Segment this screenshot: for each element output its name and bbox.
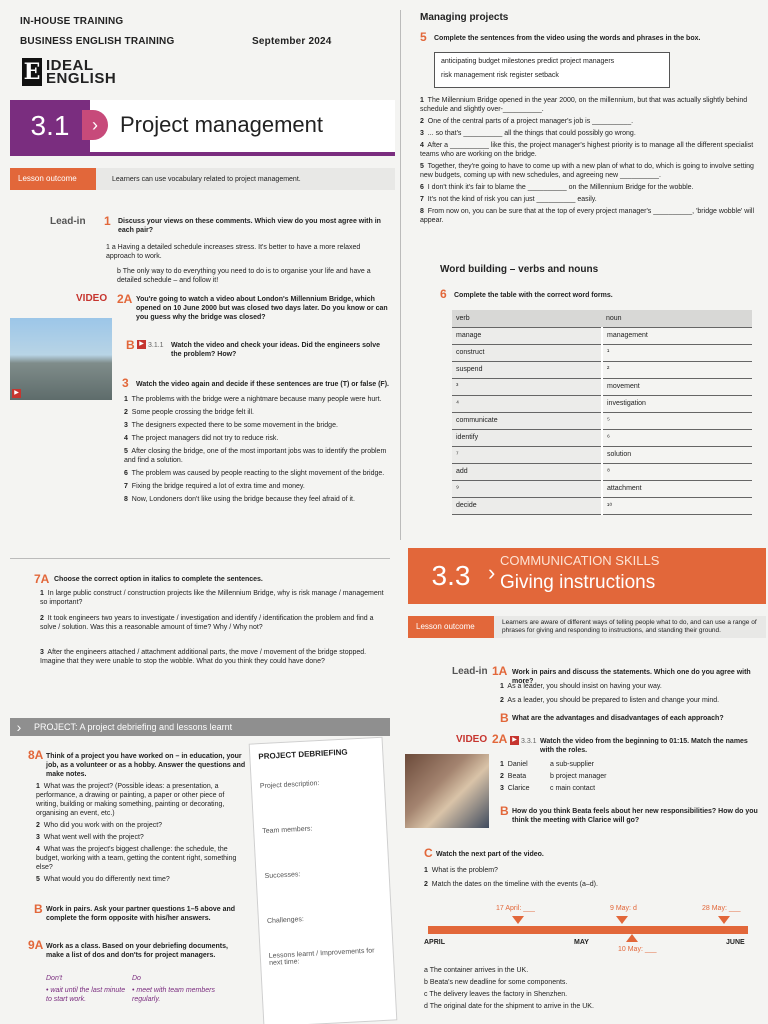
ex8a-list <box>36 782 246 887</box>
list-item: 3 ... so that's __________ all the things that could possibly go wrong. <box>420 130 636 137</box>
ex1a-instruction: Work in pairs and discuss the statements. Which one do you agree with more? <box>512 669 751 685</box>
ex2a-33-instruction: Watch the video from the beginning to 01:15. Match the names with the roles. <box>540 738 748 754</box>
ex8a-number: 8A <box>28 748 44 762</box>
table-row: identify ⁶ <box>452 429 752 446</box>
ex5-instruction: Complete the sentences from the video using the words and phrases in the box. <box>434 35 701 42</box>
timeline-bar <box>428 926 748 934</box>
ex1a-item-2: 2 As a leader, you should be prepared to listen and change your mind. <box>500 697 720 704</box>
ex2a-33-clip: 3.3.1 <box>521 738 537 745</box>
debriefing-form <box>249 737 398 1024</box>
ex3-instruction: Watch the video again and decide if these sentences are true (T) or false (F). <box>136 381 389 388</box>
logo-text <box>46 59 116 85</box>
chevron-right-icon: › <box>16 719 22 735</box>
table-row: construct ¹ <box>452 344 752 361</box>
ex1b-number: B <box>500 711 509 725</box>
unit31-outcome-text: Learners can use vocabulary related to project management. <box>112 176 301 183</box>
table-row: ⁹ attachment <box>452 480 752 497</box>
list-item: d The original date for the shipment to arrive in the UK. <box>424 1003 594 1010</box>
list-item: b Beata's new deadline for some components. <box>424 979 568 986</box>
managing-title: Managing projects <box>420 12 509 23</box>
exc-number: C <box>424 846 433 860</box>
timeline-may: MAY <box>574 939 589 946</box>
table-row: communicate ⁵ <box>452 412 752 429</box>
video-clip-icon[interactable]: ▶ <box>137 340 146 349</box>
word-building-title: Word building – verbs and nouns <box>440 264 599 275</box>
unit31-outcome-tag: Lesson outcome <box>10 168 96 190</box>
list-item: 3 What went well with the project? <box>36 834 144 841</box>
meeting-video-thumbnail[interactable] <box>405 754 489 828</box>
table-header-noun: noun <box>602 310 752 327</box>
timeline-marker <box>718 916 730 924</box>
list-item: 5 What would you do differently next time? <box>36 876 170 883</box>
unit33-video-label: VIDEO <box>456 734 488 745</box>
list-item: 1 What was the project? (Possible ideas: a presentation, a performance, a drawing or painting, a paper or other piece of writing, building or making something, painting or decorating, organising an event, etc.) <box>36 783 225 817</box>
ex1a-number: 1A <box>492 664 508 678</box>
form-field-challenges[interactable]: Challenges: <box>266 916 305 925</box>
list-item: 1 The problems with the bridge were a nightmare because many people were hurt. <box>124 396 382 403</box>
ex1b-instruction: What are the advantages and disadvantages of each approach? <box>512 715 724 722</box>
list-item: 1 The Millennium Bridge opened in the year 2000, on the millennium, but that was actually slightly behind schedule and slightly over-__________. <box>420 97 748 113</box>
ex2b-33-instruction: How do you think Beata feels about her new responsibilities? How do you think the meeting with Clarice will go? <box>512 808 758 824</box>
debriefing-form-title: PROJECT DEBRIEFING <box>258 747 348 762</box>
table-row: manage management <box>452 327 752 344</box>
header-line2: BUSINESS ENGLISH TRAINING <box>20 36 175 47</box>
form-field-team[interactable]: Team members: <box>262 825 313 836</box>
list-item: 8 Now, Londoners don't like using the bridge because they feel afraid of it. <box>124 496 355 503</box>
unit31-banner-line <box>10 152 395 156</box>
roles-list <box>550 760 606 793</box>
ex2a-number: 2A <box>117 292 133 306</box>
list-item: 6 The problem was caused by people reacting to the slight movement of the bridge. <box>124 470 385 477</box>
unit33-number: 3.3 <box>408 548 494 604</box>
logo-icon: E <box>23 59 41 85</box>
list-item: 4 After a __________ like this, the project manager's highest priority is to manage all the different specialist teams who are working on the bridge. <box>420 142 754 158</box>
ex6-instruction: Complete the table with the correct word forms. <box>454 292 613 299</box>
do-label: Do <box>132 975 141 982</box>
ex3-list <box>124 395 392 508</box>
table-row: ³ movement <box>452 378 752 395</box>
column-divider <box>400 10 401 540</box>
list-item: 7 Fixing the bridge required a lot of extra time and money. <box>124 483 305 490</box>
ex3-number: 3 <box>122 376 129 390</box>
ex8a-instruction: Think of a project you have worked on – in education, your job, as a volunteer or as a hobby. Answer the questions and make notes. <box>46 753 246 778</box>
table-row: ⁴ investigation <box>452 395 752 412</box>
list-item: b project manager <box>550 773 607 780</box>
table-row: decide ¹⁰ <box>452 497 752 514</box>
unit33-title: Giving instructions <box>500 572 656 593</box>
list-item: 3 The designers expected there to be some movement in the bridge. <box>124 422 338 429</box>
list-item: 5 After closing the bridge, one of the most important jobs was to identify the problem and find a solution. <box>124 448 387 464</box>
section-divider <box>10 558 390 559</box>
do-item: • meet with team members regularly. <box>132 987 215 1003</box>
timeline-june: JUNE <box>726 939 745 946</box>
ex1-instruction: Discuss your views on these comments. Which view do you most agree with in each pair? <box>118 218 381 234</box>
ex2b-clip: 3.1.1 <box>148 342 164 349</box>
list-item: c The delivery leaves the factory in Shenzhen. <box>424 991 568 998</box>
exc-item-2: 2 Match the dates on the timeline with the events (a–d). <box>424 881 598 888</box>
ex1a-item-1: 1 As a leader, you should insist on having your way. <box>500 683 662 690</box>
form-field-successes[interactable]: Successes: <box>264 871 301 881</box>
unit33-outcome-text: Learners are aware of different ways of telling people what to do, and can use a range of phrases for giving and responding to instructions, and standing their ground. <box>502 619 757 634</box>
ex1-item-a: 1 a Having a detailed schedule increases stress. It's better to have a more relaxed approach to work. <box>106 244 361 260</box>
names-list <box>500 760 530 793</box>
ex1-number: 1 <box>104 214 111 228</box>
ex7a-item-1: 1 In large public construct / construction projects like the Millennium Bridge, why is risk manage / management so important? <box>40 590 384 606</box>
timeline-marker <box>616 916 628 924</box>
exc-item-1: 1 What is the problem? <box>424 867 498 874</box>
timeline-marker <box>512 916 524 924</box>
ex7a-item-2: 2 It took engineers two years to investigate / investigation and identify / identification the problem and find a solve / solution. Was this a reasonable amount of time? Why / Why not? <box>40 615 374 631</box>
exc-instruction: Watch the next part of the video. <box>436 851 544 858</box>
ex2a-instruction: You're going to watch a video about London's Millennium Bridge, which opened on 10 June 2000 but was closed two days later. Do you know or can you guess why the bridge was closed? <box>136 296 388 321</box>
unit31-number: 3.1 <box>10 100 90 152</box>
list-item: 7 It's not the kind of risk you can just __________ easily. <box>420 196 597 203</box>
logo-line1: IDEAL <box>46 57 94 74</box>
list-item: 2 Beata <box>500 773 527 780</box>
video-clip-icon[interactable]: ▶ <box>510 736 519 745</box>
timeline-marker <box>626 934 638 942</box>
word-forms-table <box>452 310 752 515</box>
list-item: a sub-supplier <box>550 761 594 768</box>
unit33-subtitle: COMMUNICATION SKILLS <box>500 553 660 568</box>
list-item: 4 The project managers did not try to reduce risk. <box>124 435 279 442</box>
header-date: September 2024 <box>252 36 332 47</box>
list-item: 1 Daniel <box>500 761 528 768</box>
table-row: suspend ² <box>452 361 752 378</box>
form-field-lessons[interactable]: Lessons learnt / Improvements for next time: <box>268 947 375 967</box>
table-row: add ⁸ <box>452 463 752 480</box>
ex5-list <box>420 96 756 228</box>
bridge-video-thumbnail[interactable] <box>10 318 112 400</box>
list-item: a The container arrives in the UK. <box>424 967 529 974</box>
unit33-outcome-tag: Lesson outcome <box>408 616 494 638</box>
ex7a-item-3: 3 After the engineers attached / attachment additional parts, the move / movement of the bridge stopped. Imagine that they were unable to stop the wobble. What do you think they could have done? <box>40 649 367 665</box>
timeline-date-17-april: 17 April: ___ <box>496 905 535 912</box>
table-header-verb: verb <box>452 310 602 327</box>
timeline-date-9-may: 9 May: d <box>610 905 637 912</box>
ex9a-instruction: Work as a class. Based on your debriefing documents, make a list of dos and don'ts for project managers. <box>46 943 228 959</box>
ex2b-33-number: B <box>500 804 509 818</box>
list-item: 2 One of the central parts of a project manager's job is __________. <box>420 118 634 125</box>
header-line1: IN-HOUSE TRAINING <box>20 16 124 27</box>
list-item: 5 Together, they're going to have to come up with a new plan of what to do, which is going to involve setting new budgets, coming up with new schedules, and agreeing new __________. <box>420 163 754 179</box>
ex8b-number: B <box>34 902 43 916</box>
dont-label: Don't <box>46 975 63 982</box>
word-box <box>434 52 670 88</box>
list-item: 3 Clarice <box>500 785 530 792</box>
project-bar: PROJECT: A project debriefing and lessons learnt <box>10 718 390 736</box>
unit33-leadin-label: Lead-in <box>452 666 488 677</box>
unit31-video-label: VIDEO <box>76 293 108 304</box>
ex2b-instruction: Watch the video and check your ideas. Did the engineers solve the problem? How? <box>171 342 381 358</box>
list-item: 6 I don't think it's fair to blame the __________ on the Millennium Bridge for the wobble. <box>420 184 694 191</box>
table-row: ⁷ solution <box>452 446 752 463</box>
ex6-number: 6 <box>440 287 447 301</box>
play-icon[interactable]: ▶ <box>12 389 21 398</box>
logo-line2: ENGLISH <box>46 70 117 87</box>
ex5-number: 5 <box>420 30 427 44</box>
word-box-line2: risk management risk register setback <box>441 72 559 79</box>
ex2b-number: B <box>126 338 135 352</box>
unit31-title: Project management <box>120 112 323 137</box>
unit31-leadin-label: Lead-in <box>50 216 86 227</box>
list-item: 2 Who did you work with on the project? <box>36 822 163 829</box>
chevron-right-icon: › <box>82 110 108 140</box>
ex8b-instruction: Work in pairs. Ask your partner questions 1–5 above and complete the form opposite with his/her answers. <box>46 906 236 922</box>
ex1-item-b: b The only way to do everything you need to do is to organise your life and have a detailed schedule – and follow it! <box>117 268 371 284</box>
list-item: c main contact <box>550 785 596 792</box>
timeline-date-28-may: 28 May: ___ <box>702 905 741 912</box>
list-item: 2 Some people crossing the bridge felt ill. <box>124 409 254 416</box>
form-field-description[interactable]: Project description: <box>259 780 320 791</box>
timeline-april: APRIL <box>424 939 445 946</box>
ex2a-33-number: 2A <box>492 732 508 746</box>
list-item: 8 From now on, you can be sure that at the top of every project manager's __________, 'bridge wobble' will appear. <box>420 208 754 224</box>
timeline-date-10-may: 10 May: ___ <box>618 946 657 953</box>
ex7a-number: 7A <box>34 572 50 586</box>
word-box-line1: anticipating budget milestones predict project managers <box>441 58 615 65</box>
dont-item: • wait until the last minute to start work. <box>46 987 126 1003</box>
events-list <box>424 966 764 1011</box>
ex7a-instruction: Choose the correct option in italics to complete the sentences. <box>54 576 263 583</box>
chevron-right-icon: › <box>488 560 496 585</box>
list-item: 4 What was the project's biggest challenge: the schedule, the budget, working with a team, getting the content right, something else? <box>36 846 237 871</box>
ex9a-number: 9A <box>28 938 44 952</box>
